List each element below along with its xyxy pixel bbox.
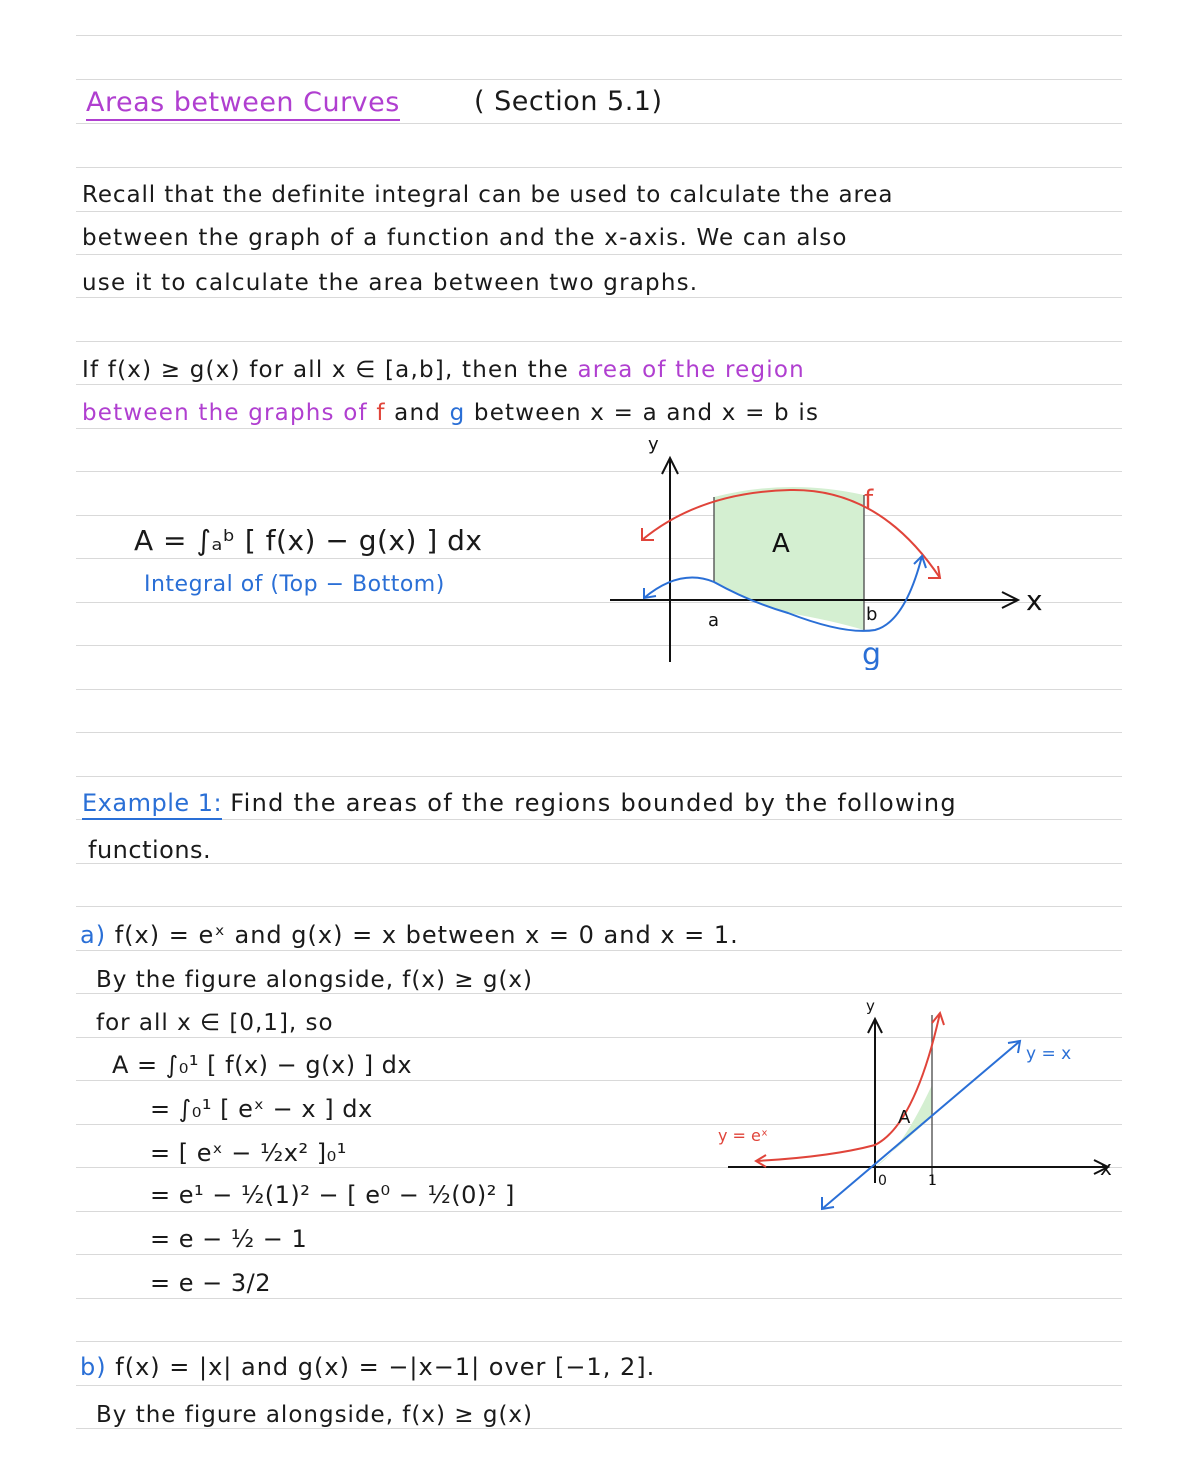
example-label: Example 1: xyxy=(82,789,222,820)
ruled-line xyxy=(76,776,1122,777)
f-label: f xyxy=(864,485,874,515)
y-axis-label: y xyxy=(866,997,875,1015)
yex-label: y = eˣ xyxy=(718,1126,768,1145)
area-formula: A = ∫ₐᵇ [ f(x) − g(x) ] dx xyxy=(134,524,483,557)
ruled-line xyxy=(76,167,1122,168)
zero-label: 0 xyxy=(878,1173,887,1189)
g-label: g xyxy=(862,637,882,670)
yx-label: y = x xyxy=(1026,1044,1072,1064)
part-a-line-1: By the figure alongside, f(x) ≥ g(x) xyxy=(96,967,534,993)
statement-rest: between x = a and x = b is xyxy=(473,400,820,426)
part-a-problem-text: f(x) = eˣ and g(x) = x between x = 0 and x = 1. xyxy=(114,921,739,949)
ruled-line xyxy=(76,211,1122,212)
ruled-line xyxy=(76,950,1122,951)
ruled-line xyxy=(76,35,1122,36)
statement-if xyxy=(82,355,805,385)
ruled-line xyxy=(76,341,1122,342)
x-axis-label: x xyxy=(1026,584,1043,617)
a-label: a xyxy=(708,610,720,631)
recall-line-2: between the graph of a function and the x-axis. We can also xyxy=(82,225,848,251)
one-label: 1 xyxy=(928,1173,937,1189)
ruled-line xyxy=(76,1298,1122,1299)
ruled-line xyxy=(76,689,1122,690)
ruled-line xyxy=(76,254,1122,255)
part-a-step-5: = e − ½ − 1 xyxy=(150,1225,308,1253)
y-axis-label: y xyxy=(648,434,659,455)
statement-g: g xyxy=(449,400,466,426)
part-b-marker: b) xyxy=(80,1353,107,1381)
page-title: Areas between Curves xyxy=(86,88,400,121)
example-line-1 xyxy=(82,788,957,818)
recall-line-3: use it to calculate the area between two graphs. xyxy=(82,270,699,296)
ruled-line xyxy=(76,1341,1122,1342)
formula-note: Integral of (Top − Bottom) xyxy=(144,572,445,597)
ruled-line xyxy=(76,428,1122,429)
part-b-line-1: By the figure alongside, f(x) ≥ g(x) xyxy=(96,1402,534,1428)
ruled-line xyxy=(76,819,1122,820)
statement-condition: If f(x) ≥ g(x) for all x ∈ [a,b], then the xyxy=(82,357,569,383)
statement-and: and xyxy=(394,400,442,426)
ruled-line xyxy=(76,79,1122,80)
part-a-step-2: = ∫₀¹ [ eˣ − x ] dx xyxy=(150,1095,373,1123)
recall-line-1: Recall that the definite integral can be used to calculate the area xyxy=(82,182,894,208)
part-a-step-6: = e − 3/2 xyxy=(150,1269,271,1297)
area-label: A xyxy=(898,1107,911,1128)
statement-between-graphs: between the graphs of xyxy=(82,400,368,426)
part-a-step-4: = e¹ − ½(1)² − [ e⁰ − ½(0)² ] xyxy=(150,1181,515,1209)
example-line-2: functions. xyxy=(88,836,212,864)
part-a-marker: a) xyxy=(80,921,107,949)
ruled-line xyxy=(76,1385,1122,1386)
ruled-line xyxy=(76,863,1122,864)
part-a-problem xyxy=(80,920,739,950)
area-label: A xyxy=(772,529,790,559)
section-label: ( Section 5.1) xyxy=(474,86,663,117)
statement-line-2 xyxy=(82,398,819,428)
ruled-line xyxy=(76,906,1122,907)
example-text: Find the areas of the regions bounded by the following xyxy=(230,789,957,817)
part-b-problem xyxy=(80,1352,655,1382)
ruled-line xyxy=(76,732,1122,733)
part-a-line-2: for all x ∈ [0,1], so xyxy=(96,1010,334,1036)
area-between-curves-graph xyxy=(600,430,1060,670)
linear-line xyxy=(822,1041,1020,1209)
b-label: b xyxy=(866,604,878,625)
ruled-line xyxy=(76,1254,1122,1255)
statement-area-of-region: area of the region xyxy=(577,357,805,383)
part-a-step-3: = [ eˣ − ½x² ]₀¹ xyxy=(150,1139,347,1167)
x-axis-label: x xyxy=(1100,1156,1112,1180)
part-b-problem-text: f(x) = |x| and g(x) = −|x−1| over [−1, 2]. xyxy=(115,1353,656,1381)
statement-f: f xyxy=(376,400,386,426)
exp-curve xyxy=(756,1013,940,1161)
part-a-step-1: A = ∫₀¹ [ f(x) − g(x) ] dx xyxy=(112,1051,413,1079)
ruled-line xyxy=(76,123,1122,124)
exp-vs-linear-graph xyxy=(700,995,1130,1220)
